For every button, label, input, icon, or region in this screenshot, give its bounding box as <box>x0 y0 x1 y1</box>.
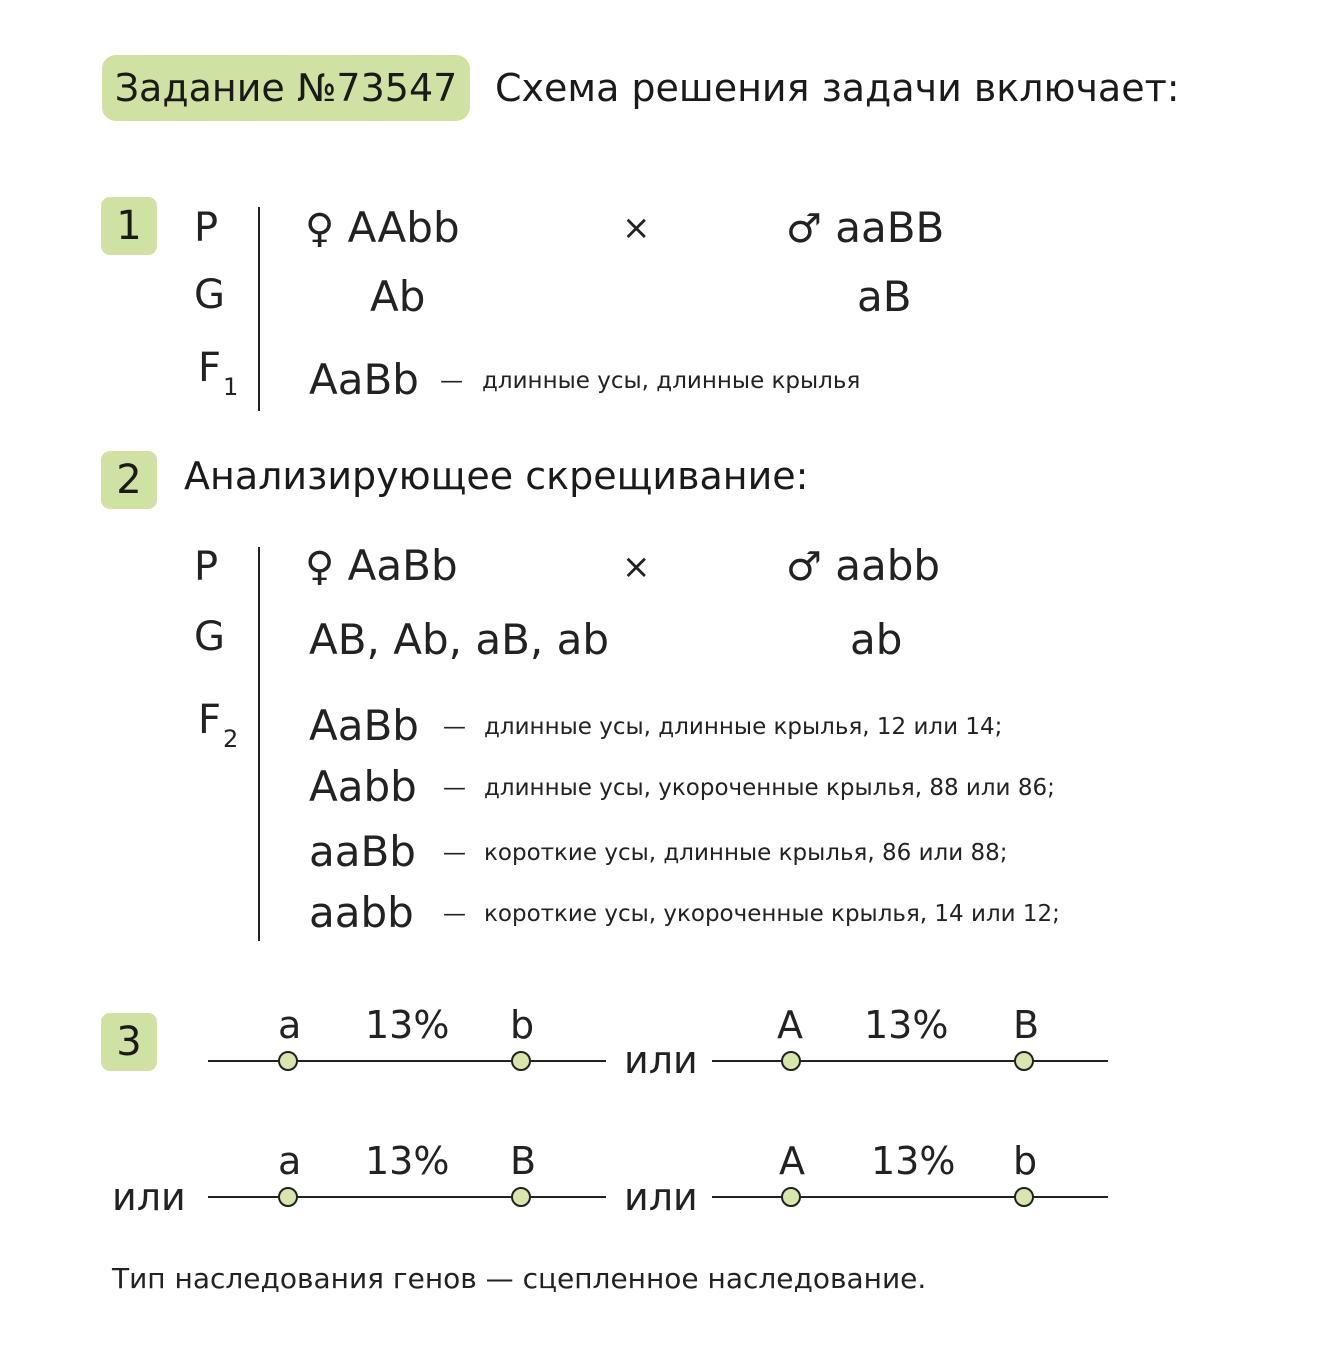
female-genotype: AaBb <box>347 541 458 590</box>
gene-label: B <box>510 1139 537 1183</box>
male-gametes: ab <box>850 615 903 664</box>
dash: — <box>443 840 466 866</box>
f2-label: $F_2$ <box>198 697 239 753</box>
gene-label: b <box>1013 1139 1038 1183</box>
page-title: Схема решения задачи включает: <box>495 66 1180 110</box>
f2-genotype: Aabb <box>309 762 417 811</box>
distance-label: 13% <box>365 1003 450 1047</box>
gene-locus <box>1015 1052 1033 1070</box>
dash: — <box>440 368 463 394</box>
scheme-divider <box>258 547 260 941</box>
step-number-badge: 2 <box>101 451 157 509</box>
gene-locus <box>279 1188 297 1206</box>
female-parent <box>305 203 460 252</box>
female-symbol-icon: ♀ <box>305 544 335 590</box>
inheritance-type: Тип наследования генов — сцепленное наследование. <box>112 1262 927 1295</box>
cross-sign: × <box>622 208 651 248</box>
gene-label: a <box>278 1003 302 1047</box>
gene-label: B <box>1013 1003 1040 1047</box>
gene-locus <box>512 1188 530 1206</box>
gene-locus <box>279 1052 297 1070</box>
chromosome-map <box>208 1052 606 1072</box>
distance-label: 13% <box>871 1139 956 1183</box>
f2-phenotype: короткие усы, длинные крылья, 86 или 88; <box>484 840 1008 866</box>
f2-genotype: aabb <box>309 888 414 937</box>
chromosome-map <box>208 1188 606 1208</box>
female-symbol-icon: ♀ <box>305 206 335 252</box>
chromosome-map <box>712 1188 1108 1208</box>
gene-locus <box>782 1188 800 1206</box>
dash: — <box>443 901 466 927</box>
male-genotype: aabb <box>835 541 941 590</box>
f1-label: $F_1$ <box>198 345 239 401</box>
gene-label: A <box>779 1139 805 1183</box>
dash: — <box>443 714 466 740</box>
step-number-badge: 1 <box>101 197 157 255</box>
or-connector: или <box>624 1175 698 1219</box>
f1-genotype: AaBb <box>309 355 419 404</box>
dash: — <box>443 775 466 801</box>
female-parent <box>305 541 458 590</box>
male-genotype: aaBB <box>835 203 945 252</box>
distance-label: 13% <box>864 1003 949 1047</box>
male-symbol-icon: ♂ <box>786 544 822 590</box>
parents-label: P <box>194 544 219 590</box>
f2-phenotype: длинные усы, укороченные крылья, 88 или 86; <box>484 775 1055 801</box>
f1-phenotype: длинные усы, длинные крылья <box>482 368 861 394</box>
f2-genotype: aaBb <box>309 827 416 876</box>
gametes-label: G <box>194 272 225 318</box>
female-genotype: AAbb <box>347 203 460 252</box>
gene-label: A <box>777 1003 803 1047</box>
distance-label: 13% <box>365 1139 450 1183</box>
parents-label: P <box>194 205 219 251</box>
f2-phenotype: короткие усы, укороченные крылья, 14 или 12; <box>484 901 1060 927</box>
gametes-label: G <box>194 614 225 660</box>
or-connector: или <box>112 1175 186 1219</box>
f2-genotype: AaBb <box>309 701 419 750</box>
chromosome-map <box>712 1052 1108 1072</box>
female-gamete: Ab <box>370 272 426 321</box>
scheme-divider <box>258 207 260 411</box>
f2-phenotype: длинные усы, длинные крылья, 12 или 14; <box>484 714 1003 740</box>
gene-label: b <box>510 1003 535 1047</box>
cross-sign: × <box>622 547 651 587</box>
male-gamete: aB <box>857 272 912 321</box>
male-parent <box>786 541 940 590</box>
gene-label: a <box>278 1139 302 1183</box>
task-number-badge: Задание №73547 <box>102 55 470 121</box>
gene-locus <box>782 1052 800 1070</box>
gene-locus <box>512 1052 530 1070</box>
male-parent <box>786 203 944 252</box>
or-connector: или <box>624 1038 698 1082</box>
female-gametes: AB, Ab, aB, ab <box>309 615 609 664</box>
step-title: Анализирующее скрещивание: <box>184 454 809 498</box>
male-symbol-icon: ♂ <box>786 206 822 252</box>
step-number-badge: 3 <box>101 1013 157 1071</box>
gene-locus <box>1015 1188 1033 1206</box>
